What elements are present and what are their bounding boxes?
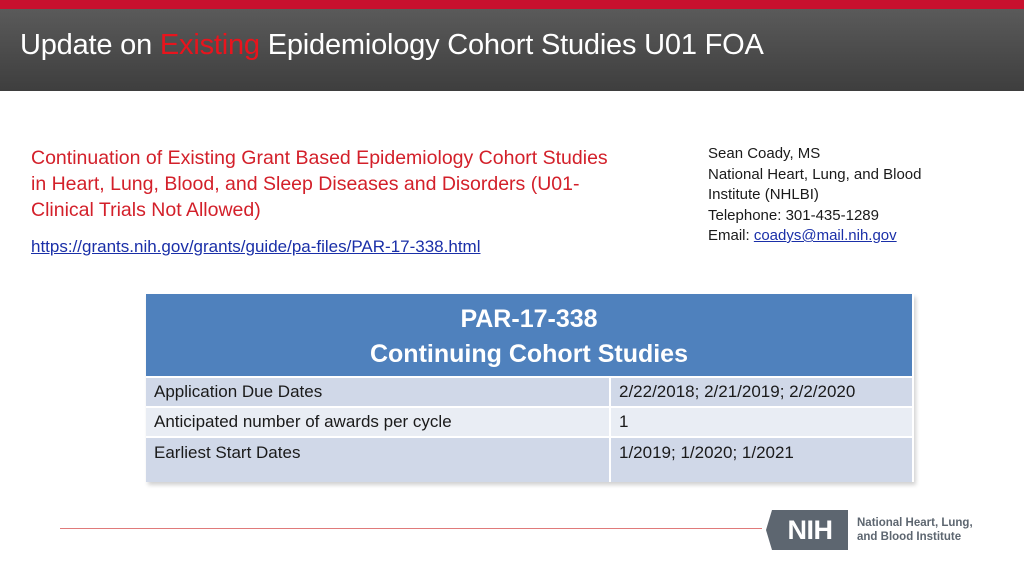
title-prefix: Update on bbox=[20, 29, 160, 61]
contact-email-label: Email: bbox=[708, 227, 754, 244]
page-title bbox=[20, 29, 764, 62]
contact-org-line1: National Heart, Lung, and Blood bbox=[708, 165, 922, 183]
table-row bbox=[146, 437, 913, 482]
contact-block bbox=[708, 144, 1008, 247]
program-link[interactable]: https://grants.nih.gov/grants/guide/pa-files/PAR-17-338.html bbox=[31, 237, 481, 256]
top-accent-bar bbox=[0, 0, 1024, 9]
table-row bbox=[146, 407, 913, 437]
contact-email-line bbox=[708, 226, 1008, 247]
institute-name bbox=[857, 516, 1007, 544]
table-row bbox=[146, 377, 913, 407]
table-header-row bbox=[146, 294, 913, 377]
contact-name: Sean Coady, MS bbox=[708, 145, 821, 162]
table-header bbox=[146, 294, 913, 377]
institute-name-line1: National Heart, Lung, bbox=[857, 517, 973, 529]
nih-logo-chevron bbox=[766, 510, 772, 550]
table-header-line1: PAR-17-338 bbox=[460, 305, 598, 333]
institute-name-line2: and Blood Institute bbox=[857, 531, 962, 543]
table-cell-label: Earliest Start Dates bbox=[146, 437, 610, 482]
table-cell-label: Anticipated number of awards per cycle bbox=[146, 407, 610, 437]
table-cell-value: 2/22/2018; 2/21/2019; 2/2/2020 bbox=[610, 377, 913, 407]
table-cell-label: Application Due Dates bbox=[146, 377, 610, 407]
title-suffix: Epidemiology Cohort Studies U01 FOA bbox=[259, 29, 764, 61]
header-bar bbox=[0, 9, 1024, 91]
contact-telephone: Telephone: 301-435-1289 bbox=[708, 206, 879, 224]
program-title: Continuation of Existing Grant Based Epidemiology Cohort Studies in Heart, Lung, Blood, and Sleep Diseases and Disorders (U01-Clinical Trials Not Allowed) bbox=[31, 147, 608, 221]
title-accent: Existing bbox=[159, 29, 260, 61]
info-table bbox=[146, 294, 914, 482]
contact-org-line2: Institute (NHLBI) bbox=[708, 186, 819, 203]
table-header-line2: Continuing Cohort Studies bbox=[369, 340, 688, 368]
contact-email-link[interactable]: coadys@mail.nih.gov bbox=[753, 227, 897, 244]
nih-logo-text: NIH bbox=[787, 515, 833, 545]
table-cell-value: 1/2019; 1/2020; 1/2021 bbox=[610, 437, 913, 482]
table-cell-value: 1 bbox=[610, 407, 913, 437]
footer-divider bbox=[60, 528, 762, 529]
nih-logo bbox=[772, 510, 848, 550]
